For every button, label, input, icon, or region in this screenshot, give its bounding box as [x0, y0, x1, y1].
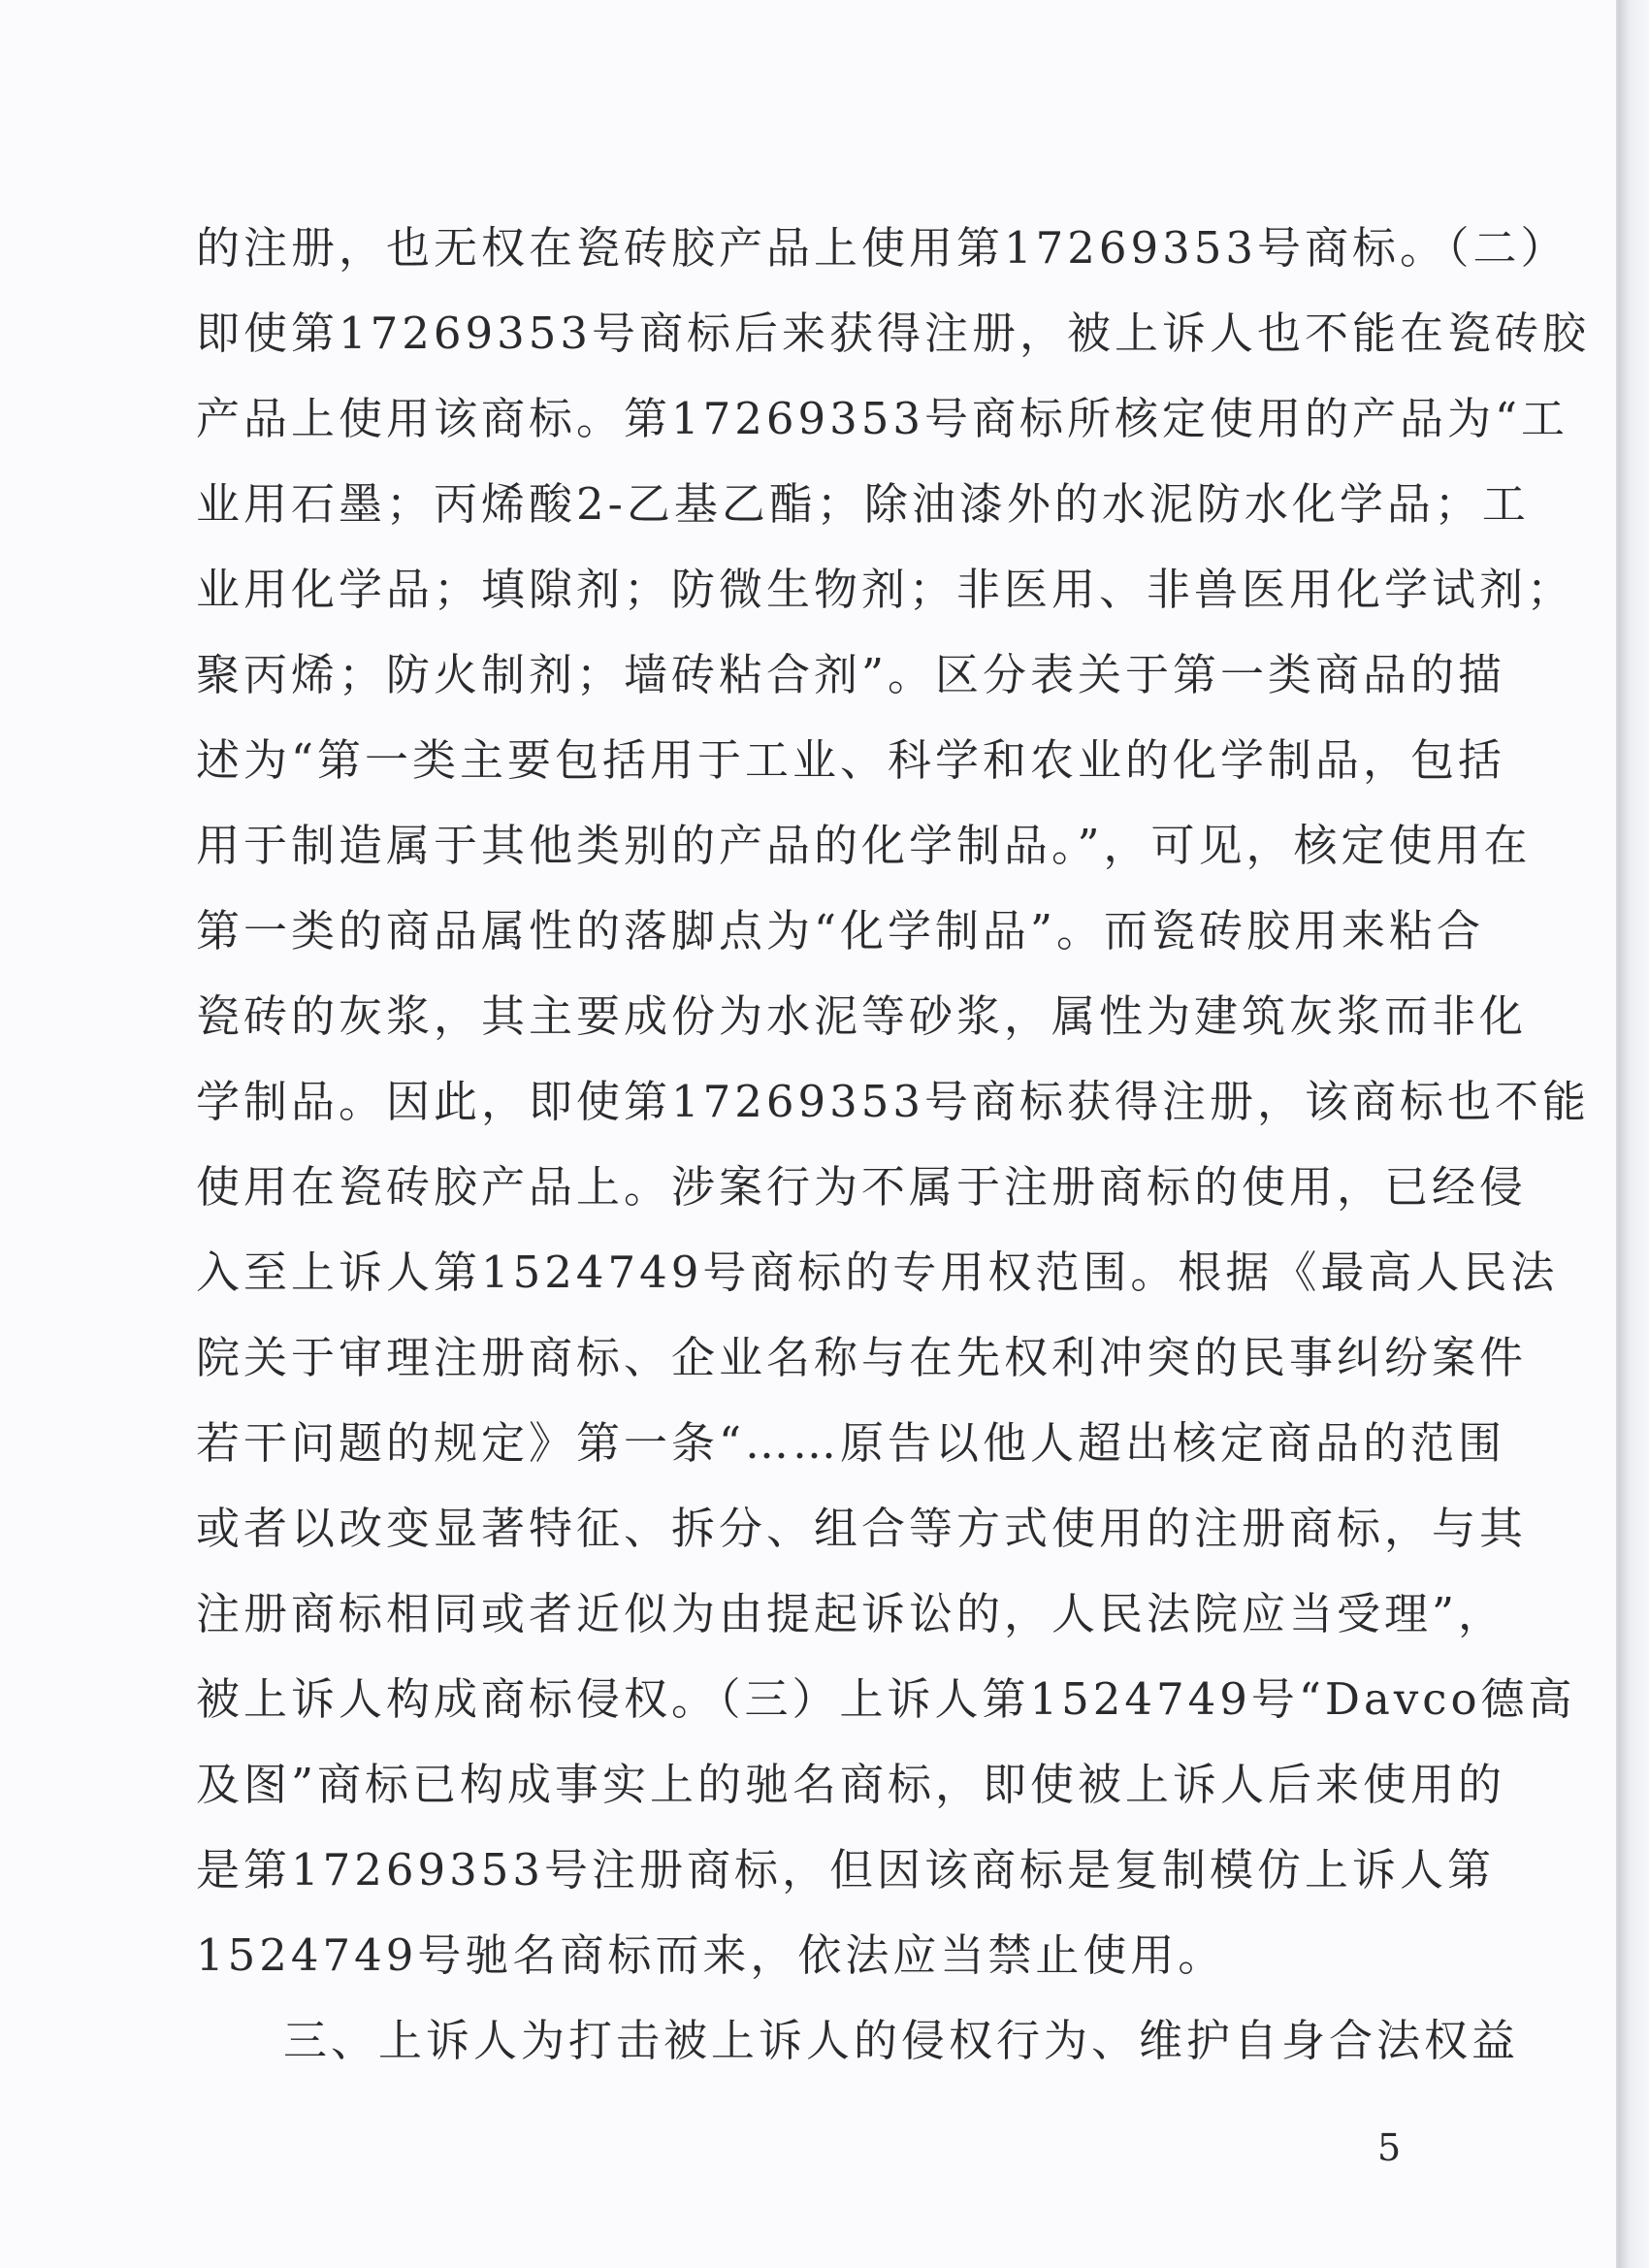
text-line: 产品上使用该商标。第17269353号商标所核定使用的产品为“工	[196, 393, 1569, 444]
page-number: 5	[1377, 2126, 1402, 2169]
text-line: 使用在瓷砖胶产品上。涉案行为不属于注册商标的使用，已经侵	[196, 1161, 1528, 1213]
text-line: 瓷砖的灰浆，其主要成份为水泥等砂浆，属性为建筑灰浆而非化	[196, 990, 1528, 1042]
scan-edge	[1618, 0, 1649, 2268]
text-line: 是第17269353号注册商标，但因该商标是复制模仿上诉人第	[196, 1844, 1496, 1895]
text-line: 聚丙烯；防火制剂；墙砖粘合剂”。区分表关于第一类商品的描	[196, 649, 1506, 700]
text-line: 用于制造属于其他类别的产品的化学制品。”，可见，核定使用在	[196, 820, 1532, 871]
text-line: 被上诉人构成商标侵权。（三）上诉人第1524749号“Davco德高	[196, 1673, 1576, 1725]
text-line: 注册商标相同或者近似为由提起诉讼的，人民法院应当受理”，	[196, 1588, 1506, 1639]
text-line: 学制品。因此，即使第17269353号商标获得注册，该商标也不能	[196, 1076, 1591, 1127]
text-line: 业用石墨；丙烯酸2-乙基乙酯；除油漆外的水泥防水化学品；工	[196, 478, 1530, 530]
text-line: 或者以改变显著特征、拆分、组合等方式使用的注册商标，与其	[196, 1503, 1528, 1554]
text-line: 的注册，也无权在瓷砖胶产品上使用第17269353号商标。（二）	[196, 222, 1568, 274]
text-line: 入至上诉人第1524749号商标的专用权范围。根据《最高人民法	[196, 1247, 1559, 1298]
text-line: 业用化学品；填隙剂；防微生物剂；非医用、非兽医用化学试剂；	[196, 564, 1575, 615]
text-line: 1524749号驰名商标而来，依法应当禁止使用。	[196, 1929, 1226, 1981]
text-line: 第一类的商品属性的落脚点为“化学制品”。而瓷砖胶用来粘合	[196, 905, 1485, 956]
paragraph-start-line: 三、上诉人为打击被上诉人的侵权行为、维护自身合法权益	[283, 2015, 1520, 2066]
text-line: 即使第17269353号商标后来获得注册，被上诉人也不能在瓷砖胶	[196, 308, 1591, 359]
text-line: 若干问题的规定》第一条“……原告以他人超出核定商品的范围	[196, 1417, 1506, 1469]
body-text	[196, 206, 1591, 2084]
text-line: 及图”商标已构成事实上的驰名商标，即使被上诉人后来使用的	[196, 1759, 1506, 1810]
text-line: 述为“第一类主要包括用于工业、科学和农业的化学制品，包括	[196, 734, 1506, 786]
text-line: 院关于审理注册商标、企业名称与在先权利冲突的民事纠纷案件	[196, 1332, 1528, 1383]
